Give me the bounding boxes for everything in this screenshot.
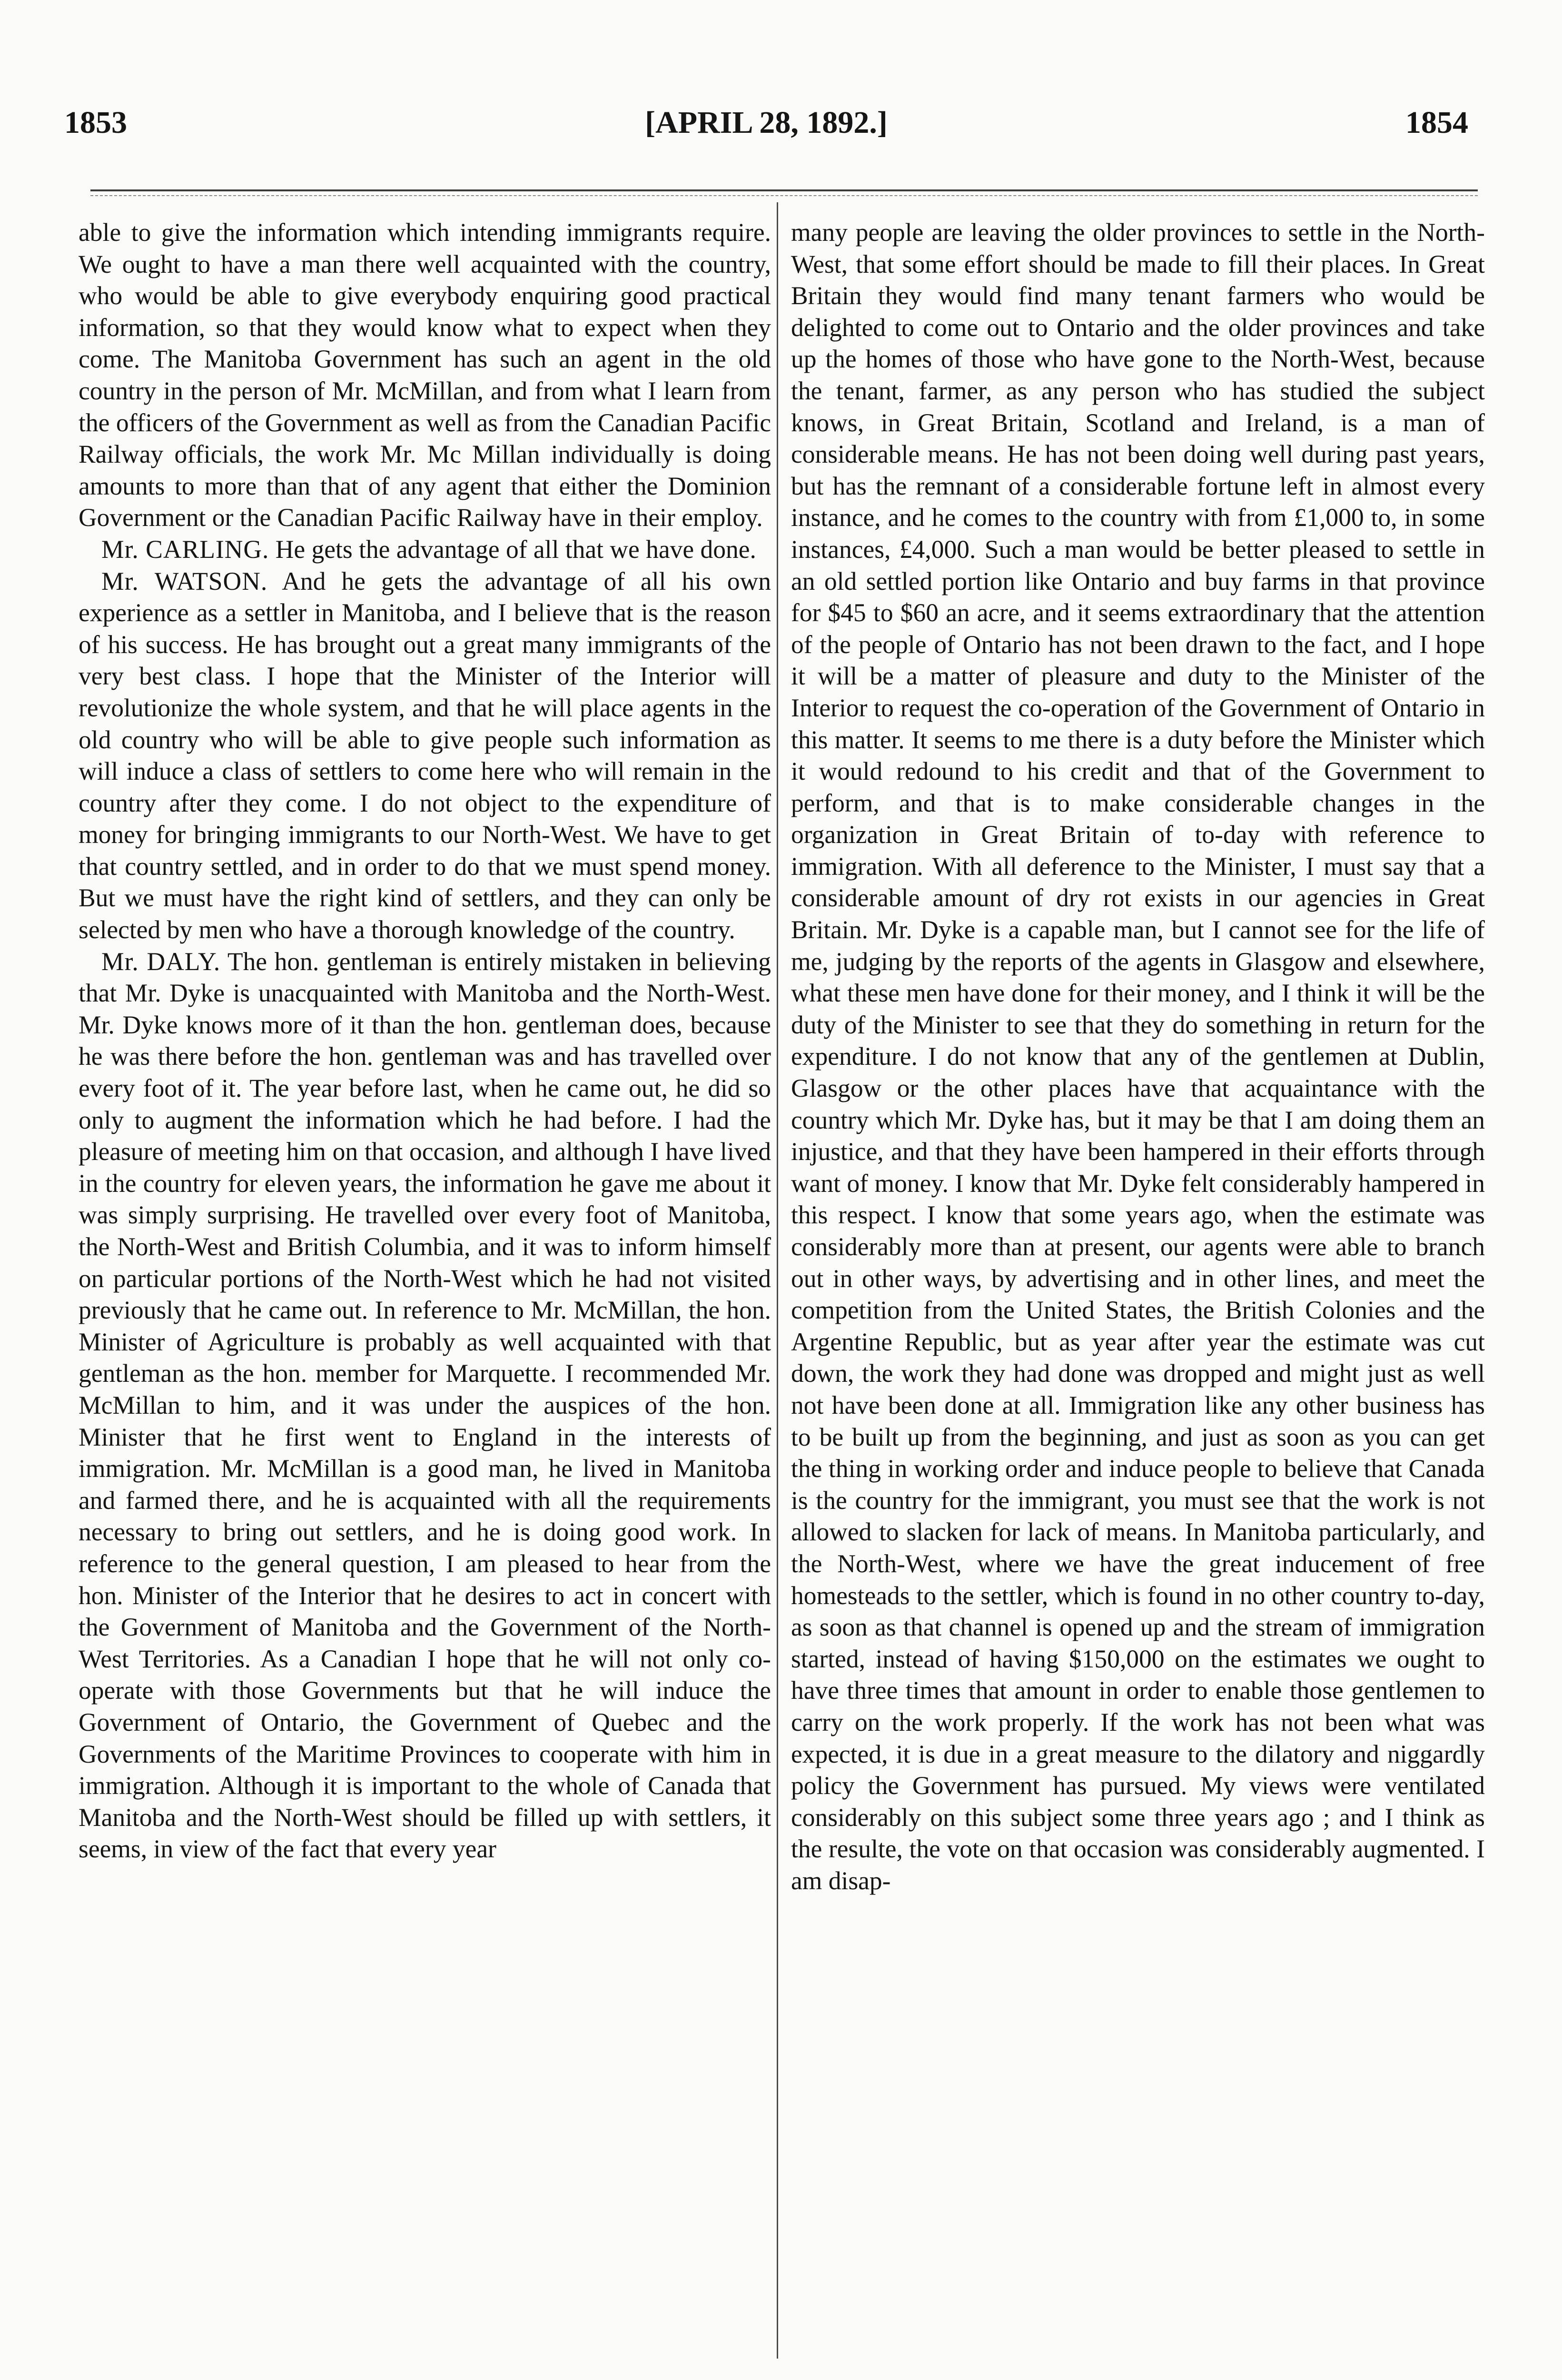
page-number-left: 1853 [64,105,127,140]
header-rule-secondary [90,195,1478,196]
speaker-name: Mr. WATSON. [101,566,268,595]
right-paragraph-1: many people are leaving the older provinces to settle in the North-West, that some effort should be made to fill their places. In Great Britain they would find many tenant farmers who would be delighted to come out to Ontario and the older provinces and take up the homes of those who have gone to the North-West, because the tenant, farmer, as any person who has studied the subject knows, in Great Britain, Scotland and Ireland, is a man of considerable means. He has not been doing well during past years, but has the remnant of a considerable fortune left in almost every instance, and he comes to the country with from £1,000 to, in some instances, £4,000. Such a man would be better pleased to settle in an old settled portion like Ontario and buy farms in that province for $45 to $60 an acre, and it seems extraordinary that the attention of the people of Ontario has not been drawn to the fact, and I hope it will be a matter of pleasure and duty to the Minister of the Interior to request the co-operation of the Government of Ontario in this matter. It seems to me there is a duty before the Minister which it would redound to his credit and that of the Government to perform, and that is to make considerable changes in the organization in Great Britain of to-day with reference to immigration. With all deference to the Minister, I must say that a considerable amount of dry rot exists in our agencies in Great Britain. Mr. Dyke is a capable man, but I cannot see for the life of me, judging by the reports of the agents in Glasgow and elsewhere, what these men have done for their money, and I think it will be the duty of the Minister to see that they do something in return for the expenditure. I do not know that any of the gentlemen at Dublin, Glasgow or the other places have that acquaintance with the country which Mr. Dyke has, but it may be that I am doing them an injustice, and that they have been hampered in their efforts through want of money. I know that Mr. Dyke felt considerably hampered in this respect. I know that some years ago, when the estimate was considerably more than at present, our agents were able to branch out in other ways, by advertising and in other lines, and meet the competition from the United States, the British Colonies and the Argentine Republic, but as year after year the estimate was cut down, the work they had done was dropped and might just as well not have been done at all. Immigration like any other business has to be built up from the beginning, and just as soon as you can get the thing in working order and induce people to believe that Canada is the country for the immigrant, you must see that the work is not allowed to slacken for lack of means. In Manitoba particularly, and the North-West, where we have the great inducement of free homesteads to the settler, which is found in no other country to-day, as soon as that channel is opened up and the stream of immigration started, instead of having $150,000 on the estimates we ought to have three times that amount in order to enable those gentlemen to carry on the work properly. If the work has not been what was expected, it is due in a great measure to the dilatory and niggardly policy the Government has pursued. My views were ventilated considerably on this subject some three years ago ; and I think as the resulte, the vote on that occasion was considerably augmented. I am disap- [791,218,1485,1895]
left-column [79,217,771,2380]
header-rule [90,189,1478,191]
speaker-name: Mr. DALY. [101,947,221,976]
page-date: [APRIL 28, 1892.] [645,105,888,140]
speech-text: And he gets the advantage of all his own experience as a settler in Manitoba, and I believe that is the reason of his success. He has brought out a great many immigrants of the very best class. I hope that the Minister of the Interior will revolutionize the whole system, and that he will place agents in the old country who will be able to give people such information as will induce a class of settlers to come here who will remain in the country after they come. I do not object to the expenditure of money for bringing immigrants to our North-West. We have to get that country settled, and in order to do that we must spend money. But we must have the right kind of settlers, and they can only be selected by men who have a thorough knowledge of the country. [79,566,771,944]
right-column [791,217,1485,2380]
page-number-right: 1854 [1405,105,1468,140]
column-divider [777,202,778,2359]
speech-text: He gets the advantage of all that we have done. [275,535,756,564]
speech-text: The hon. gentleman is entirely mistaken in believing that Mr. Dyke is unacquainted with Manitoba and the North-West. Mr. Dyke knows more of it than the hon. gentleman does, because he was there before the hon. gentleman was and has travelled over every foot of it. The year before last, when he came out, he did so only to augment the information which he had before. I had the pleasure of meeting him on that occasion, and although I have lived in the country for eleven years, the information he gave me about it was simply surprising. He travelled over every foot of Manitoba, the North-West and British Columbia, and it was to inform himself on particular portions of the North-West which he had not visited previously that he came out. In reference to Mr. McMillan, the hon. Minister of Agriculture is probably as well acquainted with that gentleman as the hon. member for Marquette. I recommended Mr. McMillan to him, and it was under the auspices of the hon. Minister that he first went to England in the interests of immigration. Mr. McMillan is a good man, he lived in Manitoba and farmed there, and he is acquainted with all the requirements necessary to bring out settlers, and he is doing good work. In reference to the general question, I am pleased to hear from the hon. Minister of the Interior that he desires to act in concert with the Government of Manitoba and the Government of the North-West Territories. As a Canadian I hope that he will not only co-operate with those Governments but that he will induce the Government of Ontario, the Government of Quebec and the Governments of the Maritime Provinces to cooperate with him in immigration. Although it is important to the whole of Canada that Manitoba and the North-West should be filled up with settlers, it seems, in view of the fact that every year [79,947,771,1864]
page-header [64,105,1468,157]
left-paragraph-1: able to give the information which intending immigrants require. We ought to have a man there well acquainted with the country, who would be able to give everybody enquiring good practical information, so that they would know what to expect when they come. The Manitoba Government has such an agent in the old country in the person of Mr. McMillan, and from what I learn from the officers of the Government as well as from the Canadian Pacific Railway officials, the work Mr. Mc Millan individually is doing amounts to more than that of any agent that either the Dominion Government or the Canadian Pacific Railway have in their employ. [79,218,771,532]
left-paragraph-2 [79,534,771,565]
speaker-name: Mr. CARLING. [101,535,269,564]
left-paragraph-4 [79,946,771,1865]
left-paragraph-3 [79,565,771,946]
